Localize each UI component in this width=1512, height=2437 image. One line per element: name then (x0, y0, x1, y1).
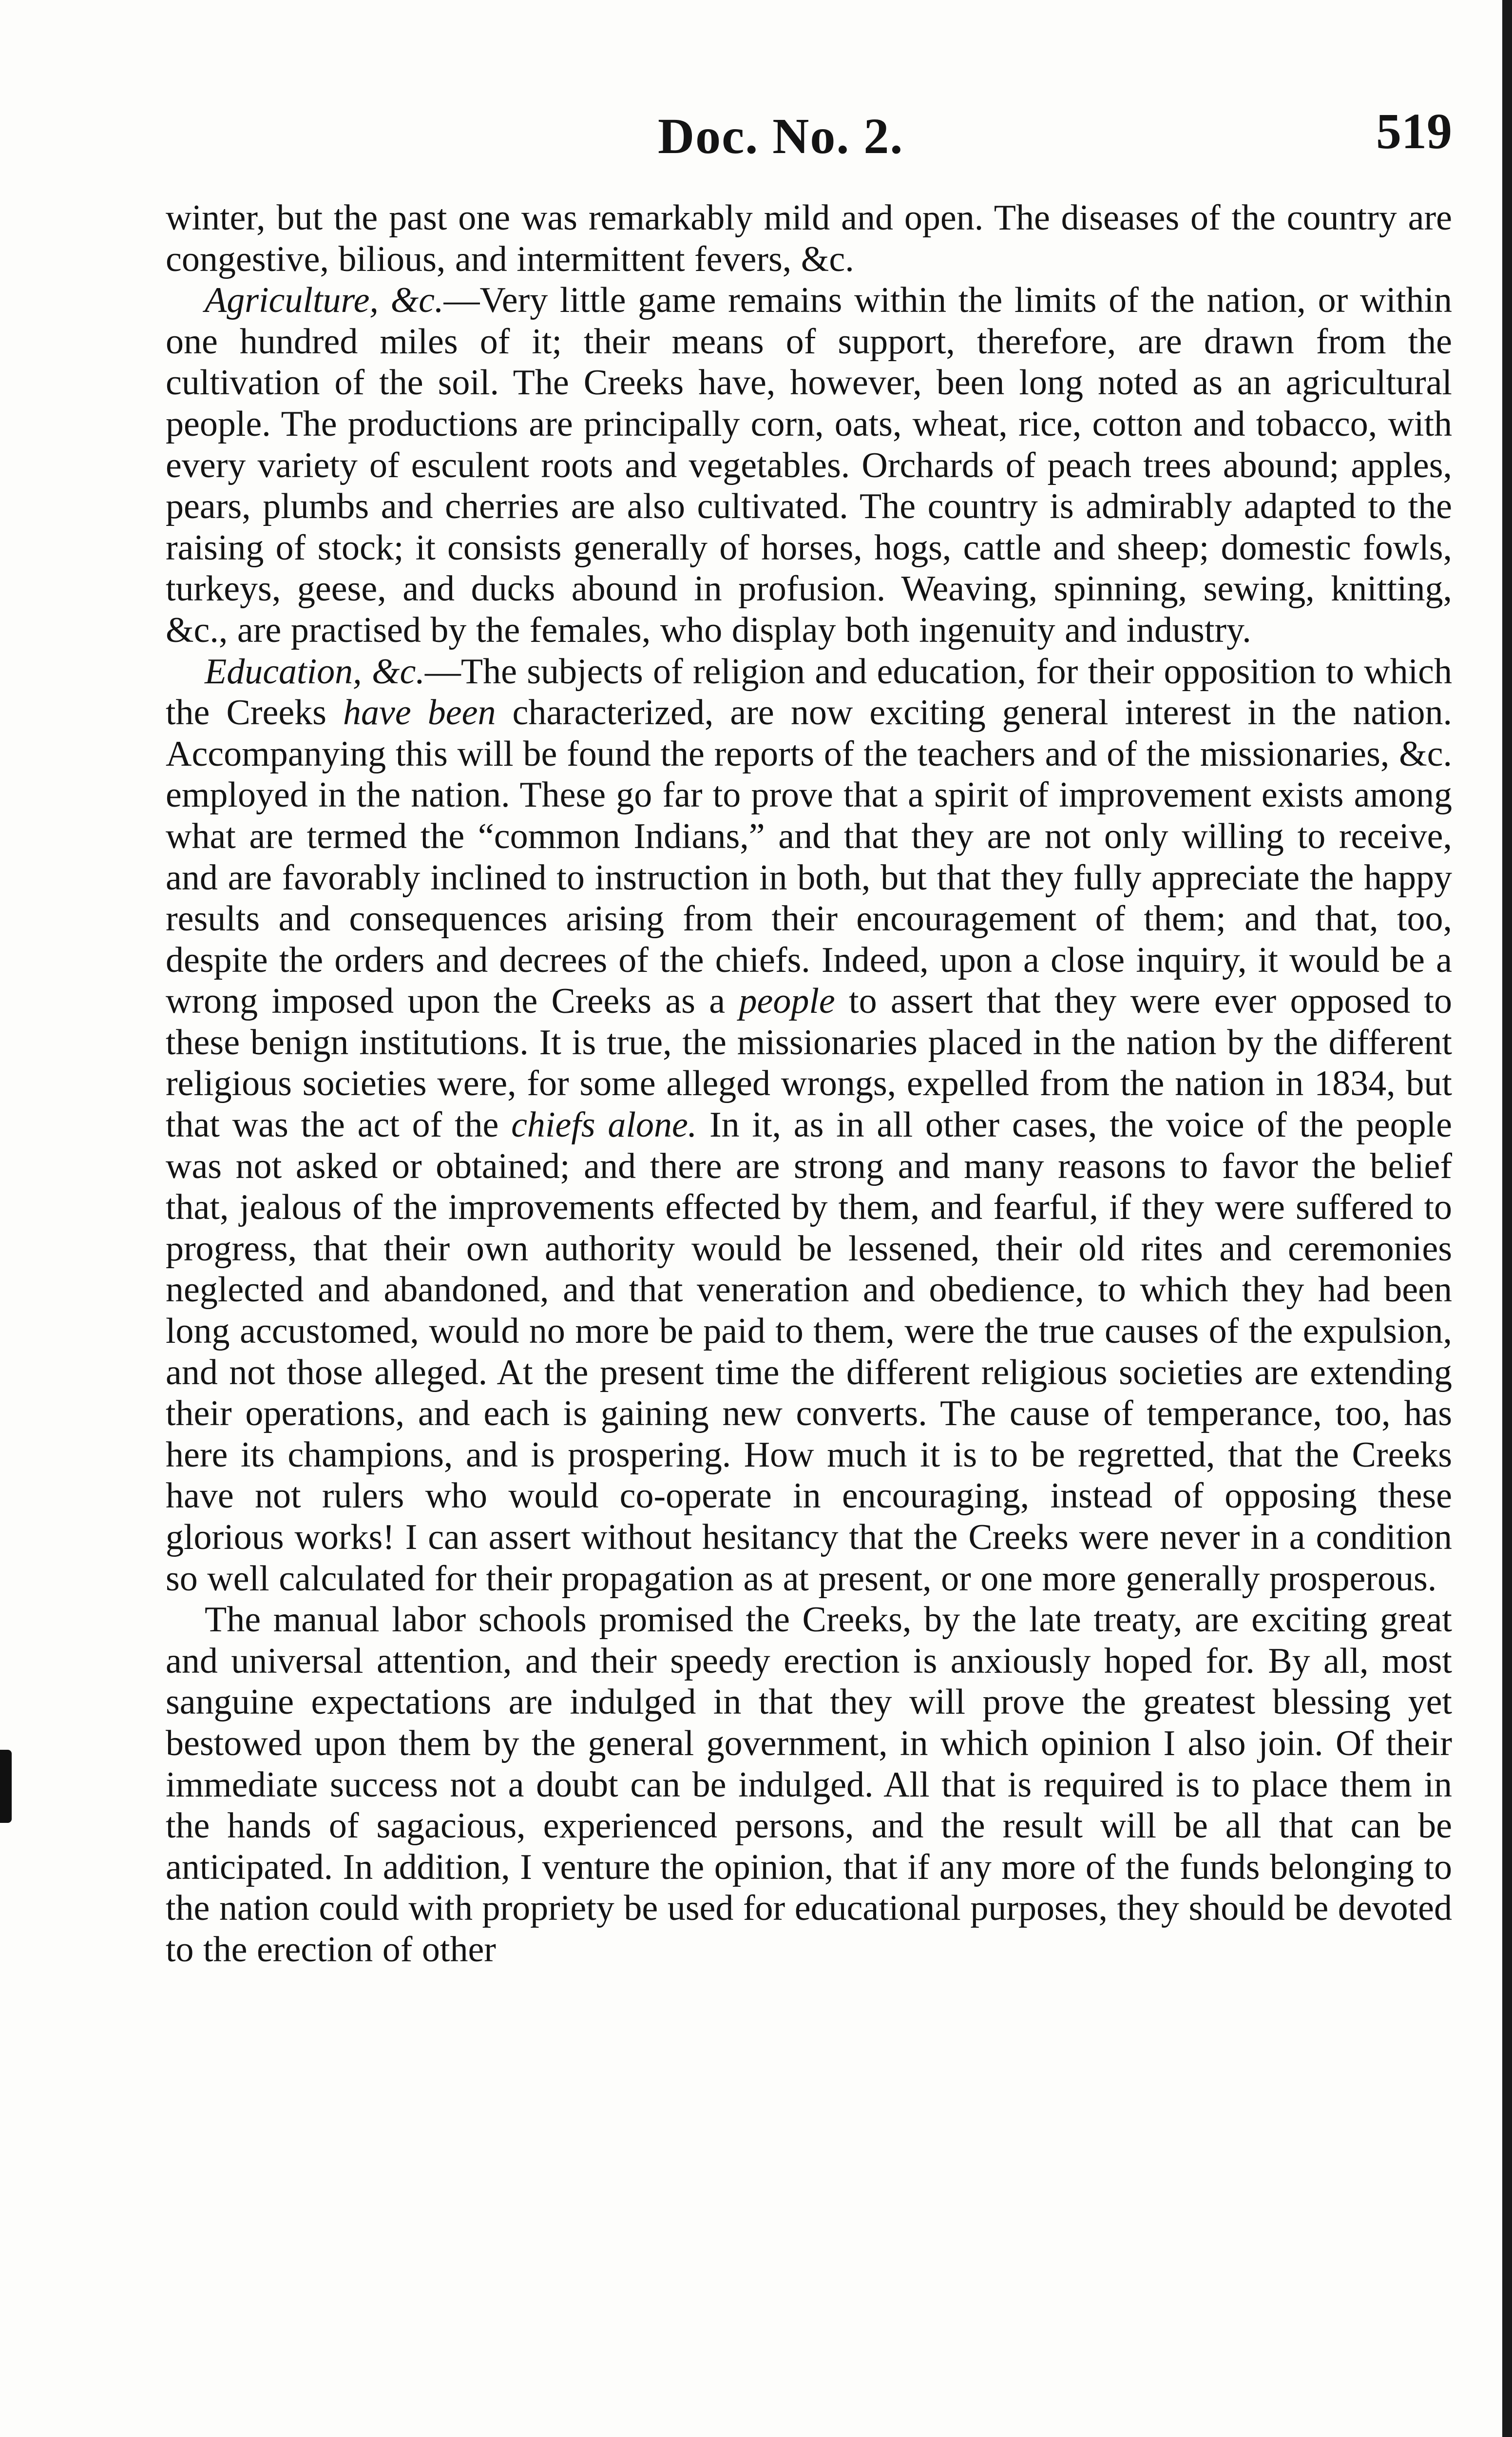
binding-tab (0, 1750, 12, 1823)
text-segment: to assert that they were ever opposed to these benign institutions. It is true, the missionaries placed in the nation by the different religious societies were, for some alleged wrongs, expelled from the nation in 1834, but that was the act of the (166, 981, 1452, 1145)
page-edge-shadow (1502, 0, 1512, 2437)
italic-emphasis: chiefs alone. (511, 1105, 697, 1145)
page-number: 519 (1376, 103, 1452, 159)
section-run-in-heading: Education, &c. (205, 651, 425, 692)
body-text (166, 197, 1452, 1971)
text-segment: winter, but the past one was remarkably mild and open. The diseases of the country are congestive, bilious, and intermittent fevers, &c. (166, 198, 1452, 279)
paragraph-education (166, 651, 1452, 1600)
page-header (166, 97, 1452, 175)
section-run-in-heading: Agriculture, &c. (205, 280, 444, 321)
running-head: Doc. No. 2. (658, 108, 904, 164)
paragraph-agriculture (166, 280, 1452, 651)
italic-emphasis: people (739, 981, 835, 1022)
paragraph-continuation (166, 197, 1452, 280)
paragraph-manual-labor-schools (166, 1599, 1452, 1970)
italic-emphasis: have been (343, 693, 496, 733)
text-segment: The manual labor schools promised the Creeks, by the late treaty, are exciting great and universal attention, and their speedy erection is anxiously hoped for. By all, most sanguine expectations are indulged in that they will prove the greatest blessing yet bestowed upon them by the general government, in which opinion I also join. Of their immediate success not a doubt can be indulged. All that is required is to place them in the hands of sagacious, experienced persons, and the result will be all that can be anticipated. In addition, I venture the opinion, that if any more of the funds belonging to the nation could with propriety be used for educational purposes, they should be devoted to the erection of other (166, 1600, 1452, 1970)
text-segment: —The subjects of religion and education, for their opposition to which the Creeks (166, 651, 1453, 733)
text-segment: characterized, are now exciting general interest in the nation. Accompanying this will be found the reports of the teachers and of the missionaries, &c. employed in the nation. These go far to prove that a spirit of improvement exists among what are termed the “common Indians,” and that they are not only willing to receive, and are favorably inclined to instruction in both, but that they fully appreciate the happy results and consequences arising from their encouragement of them; and that, too, despite the orders and decrees of the chiefs. Indeed, upon a close inquiry, it would be a wrong imposed upon the Creeks as a (166, 693, 1452, 1022)
text-segment: In it, as in all other cases, the voice of the people was not asked or obtained; and there are strong and many reasons to favor the belief that, jealous of the improvements effected by them, and fearful, if they were suffered to progress, that their own authority would be lessened, their old rites and ceremonies neglected and abandoned, and that veneration and obedience, to which they had been long accustomed, would no more be paid to them, were the true causes of the expulsion, and not those alleged. At the present time the different religious societies are extending their operations, and each is gaining new converts. The cause of temperance, too, has here its champions, and is prospering. How much it is to be regretted, that the Creeks have not rulers who would co-operate in encouraging, instead of opposing these glorious works! I can assert without hesitancy that the Creeks were never in a condition so well calculated for their propagation as at present, or one more generally prosperous. (166, 1105, 1453, 1599)
text-segment: —Very little game remains within the limits of the nation, or within one hundred miles of it; their means of support, therefore, are drawn from the cultivation of the soil. The Creeks have, however, been long noted as an agricultural people. The productions are principally corn, oats, wheat, rice, cotton and tobacco, with every variety of esculent roots and vegetables. Orchards of peach trees abound; apples, pears, plumbs and cherries are also cultivated. The country is admirably adapted to the raising of stock; it consists generally of horses, hogs, cattle and sheep; domestic fowls, turkeys, geese, and ducks abound in profusion. Weaving, spinning, sewing, knitting, &c., are practised by the females, who display both ingenuity and industry. (166, 280, 1452, 650)
